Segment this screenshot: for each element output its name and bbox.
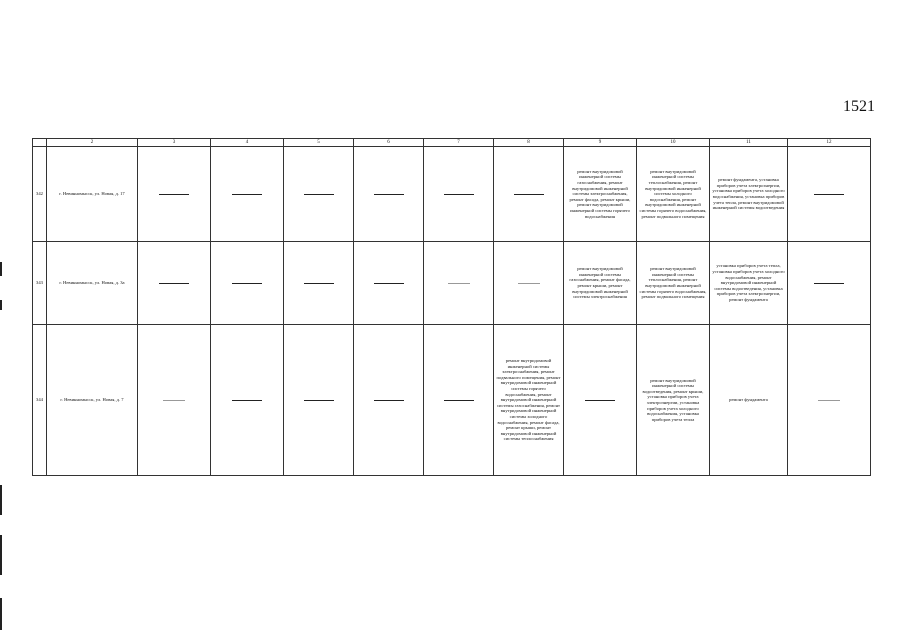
dash-mark — [159, 283, 189, 284]
dash-mark — [518, 283, 540, 284]
empty-cell — [424, 147, 494, 242]
works-cell: ремонт внутридомовой инженерной системы газоснабжения, ремонт внутридомовой инженерной системы электроснабжения, ремонт фасада, ремонт крыши, ремонт внутридомовой инженерной системы горячего водоснабжения — [564, 147, 637, 242]
dash-mark — [163, 400, 185, 401]
empty-cell — [138, 325, 211, 476]
empty-cell — [354, 242, 424, 325]
dash-mark — [585, 400, 615, 401]
column-header: 12 — [788, 139, 871, 147]
dash-mark — [444, 194, 474, 195]
dash-mark — [232, 194, 262, 195]
column-header: 11 — [710, 139, 788, 147]
column-header: 2 — [47, 139, 138, 147]
empty-cell — [284, 325, 354, 476]
column-number-row — [33, 139, 871, 147]
dash-mark — [814, 194, 844, 195]
works-cell: ремонт внутридомовой инженерной системы электроснабжения, ремонт подвального помещения, ремонт внутридомовой инженерной системы горячего водоснабжения, ремонт внутридомовой инженерной системы газоснабжения, ремонт внутридомовой инженерной системы холодного водоснабжения, ремонт фасада, ремонт крыши, ремонт внутридомовой инженерной системы теплоснабжения — [494, 325, 564, 476]
empty-cell — [424, 242, 494, 325]
column-header: 8 — [494, 139, 564, 147]
row-number: 344 — [33, 325, 47, 476]
empty-cell — [211, 325, 284, 476]
row-number: 342 — [33, 147, 47, 242]
empty-cell — [211, 242, 284, 325]
empty-cell — [424, 325, 494, 476]
scan-edge-mark — [0, 262, 2, 276]
empty-cell — [788, 325, 871, 476]
table-row — [33, 325, 871, 476]
repair-register-table — [32, 138, 871, 476]
dash-mark — [514, 194, 544, 195]
dash-mark — [818, 400, 840, 401]
dash-mark — [374, 194, 404, 195]
empty-cell — [211, 147, 284, 242]
column-header: 9 — [564, 139, 637, 147]
column-header — [33, 139, 47, 147]
empty-cell — [564, 325, 637, 476]
works-cell: ремонт внутридомовой инженерной системы теплоснабжения, ремонт внутридомовой инженерной системы холодного водоснабжения, ремонт внутридомовой инженерной системы горячего водоснабжения, ремонт подвального помещения — [637, 147, 710, 242]
dash-mark — [232, 400, 262, 401]
dash-mark — [304, 194, 334, 195]
dash-mark — [444, 400, 474, 401]
empty-cell — [284, 147, 354, 242]
table-row — [33, 147, 871, 242]
empty-cell — [494, 242, 564, 325]
works-cell: ремонт внутридомовой инженерной системы водоотведения, ремонт крыши, установка приборов учета электроэнергии, установка приборов учета холодного водоснабжения, установка приборов учета тепла — [637, 325, 710, 476]
column-header: 4 — [211, 139, 284, 147]
empty-cell — [354, 147, 424, 242]
empty-cell — [788, 242, 871, 325]
empty-cell — [138, 147, 211, 242]
column-header: 6 — [354, 139, 424, 147]
works-cell: ремонт внутридомовой инженерной системы газоснабжения, ремонт фасада, ремонт крыши, ремонт внутридомовой инженерной системы электроснабжения — [564, 242, 637, 325]
scan-edge-mark — [0, 485, 2, 515]
address-cell: г. Невинномысск, ул. Новая, д. 3а — [47, 242, 138, 325]
dash-mark — [374, 400, 404, 401]
empty-cell — [138, 242, 211, 325]
dash-mark — [374, 283, 404, 284]
dash-mark — [448, 283, 470, 284]
empty-cell — [354, 325, 424, 476]
works-cell: установка приборов учета тепла, установка приборов учета холодного водоснабжения, ремонт внутридомовой инженерной системы водоотведения, установка приборов учета электроэнергии, ремонт фундамента — [710, 242, 788, 325]
address-cell: г. Невинномысск, ул. Новая, д. 17 — [47, 147, 138, 242]
row-number: 343 — [33, 242, 47, 325]
works-cell: ремонт внутридомовой инженерной системы теплоснабжения, ремонт внутридомовой инженерной системы горячего водоснабжения, ремонт подвального помещения — [637, 242, 710, 325]
dash-mark — [304, 400, 334, 401]
empty-cell — [494, 147, 564, 242]
scan-edge-mark — [0, 300, 2, 310]
empty-cell — [284, 242, 354, 325]
dash-mark — [814, 283, 844, 284]
column-header: 5 — [284, 139, 354, 147]
page-number: 1521 — [843, 98, 875, 115]
dash-mark — [232, 283, 262, 284]
column-header: 7 — [424, 139, 494, 147]
table-row — [33, 242, 871, 325]
column-header: 3 — [138, 139, 211, 147]
empty-cell — [788, 147, 871, 242]
works-cell: ремонт фундамента, установка приборов учета электроэнергии, установка приборов учета холодного водоснабжения, установка приборов учета тепла, ремонт внутридомовой инженерной системы водоотведения — [710, 147, 788, 242]
column-header: 10 — [637, 139, 710, 147]
works-cell: ремонт фундамента — [710, 325, 788, 476]
dash-mark — [304, 283, 334, 284]
dash-mark — [159, 194, 189, 195]
scan-edge-mark — [0, 598, 2, 630]
scan-edge-mark — [0, 535, 2, 575]
address-cell: г. Невинномысск, ул. Новая, д. 7 — [47, 325, 138, 476]
